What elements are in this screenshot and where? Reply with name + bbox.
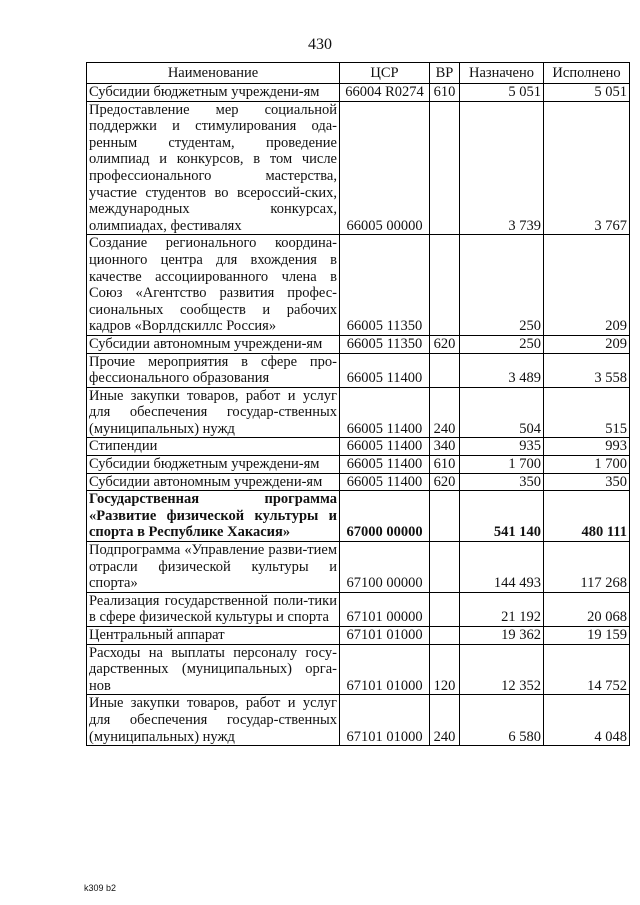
row-name-cell: Реализация государственной поли-тики в сфере физической культуры и спорта	[87, 592, 340, 626]
row-executed-cell: 209	[544, 235, 630, 336]
row-vr-cell: 610	[430, 84, 460, 102]
table-row	[87, 627, 630, 645]
table-row	[87, 353, 630, 387]
row-planned-cell: 541 140	[460, 491, 544, 542]
table-row	[87, 387, 630, 438]
row-planned-cell: 935	[460, 438, 544, 456]
row-executed-cell: 993	[544, 438, 630, 456]
row-csr-cell: 66005 11350	[340, 335, 430, 353]
row-csr-cell: 67101 01000	[340, 695, 430, 746]
row-executed-cell: 117 268	[544, 542, 630, 593]
row-vr-cell: 240	[430, 387, 460, 438]
row-vr-cell	[430, 542, 460, 593]
row-executed-cell: 480 111	[544, 491, 630, 542]
row-vr-cell: 120	[430, 644, 460, 695]
row-name-cell: Субсидии автономным учреждени-ям	[87, 335, 340, 353]
row-csr-cell: 66004 R0274	[340, 84, 430, 102]
row-executed-cell: 5 051	[544, 84, 630, 102]
row-planned-cell: 1 700	[460, 456, 544, 474]
row-csr-cell: 66005 11400	[340, 353, 430, 387]
row-csr-cell: 67101 00000	[340, 592, 430, 626]
row-csr-cell: 67101 01000	[340, 627, 430, 645]
row-csr-cell: 67100 00000	[340, 542, 430, 593]
row-planned-cell: 21 192	[460, 592, 544, 626]
row-executed-cell: 350	[544, 473, 630, 491]
row-name-cell: Государственная программа «Развитие физической культуры и спорта в Республике Хакасия»	[87, 491, 340, 542]
row-name-cell: Иные закупки товаров, работ и услуг для обеспечения государ-ственных (муниципальных) нужд	[87, 695, 340, 746]
row-csr-cell: 66005 11350	[340, 235, 430, 336]
row-planned-cell: 144 493	[460, 542, 544, 593]
row-vr-cell	[430, 491, 460, 542]
row-planned-cell: 504	[460, 387, 544, 438]
row-planned-cell: 250	[460, 335, 544, 353]
table-row	[87, 592, 630, 626]
table-row	[87, 695, 630, 746]
row-csr-cell: 66005 11400	[340, 456, 430, 474]
row-vr-cell: 620	[430, 335, 460, 353]
row-planned-cell: 3 739	[460, 101, 544, 235]
row-vr-cell	[430, 627, 460, 645]
table-header-row	[87, 63, 630, 84]
row-executed-cell: 3 558	[544, 353, 630, 387]
table-row	[87, 491, 630, 542]
row-csr-cell: 66005 00000	[340, 101, 430, 235]
row-planned-cell: 12 352	[460, 644, 544, 695]
page-number: 430	[308, 36, 332, 53]
table-row	[87, 101, 630, 235]
row-planned-cell: 250	[460, 235, 544, 336]
row-executed-cell: 1 700	[544, 456, 630, 474]
header-name: Наименование	[87, 63, 340, 84]
table-row	[87, 84, 630, 102]
table-row	[87, 542, 630, 593]
row-name-cell: Создание регионального координа-ционного центра для вхождения в качестве ассоциированного члена в Союз «Агентство развития профес-сиональных сообществ и рабочих кадров «Ворлдскиллс Россия»	[87, 235, 340, 336]
table-row	[87, 473, 630, 491]
row-executed-cell: 3 767	[544, 101, 630, 235]
row-executed-cell: 4 048	[544, 695, 630, 746]
row-csr-cell: 66005 11400	[340, 387, 430, 438]
row-csr-cell: 67000 00000	[340, 491, 430, 542]
table-body	[87, 84, 630, 746]
row-name-cell: Центральный аппарат	[87, 627, 340, 645]
header-vr: ВР	[430, 63, 460, 84]
row-executed-cell: 209	[544, 335, 630, 353]
row-name-cell: Стипендии	[87, 438, 340, 456]
row-name-cell: Подпрограмма «Управление разви-тием отрасли физической культуры и спорта»	[87, 542, 340, 593]
row-name-cell: Субсидии автономным учреждени-ям	[87, 473, 340, 491]
row-csr-cell: 67101 01000	[340, 644, 430, 695]
row-executed-cell: 20 068	[544, 592, 630, 626]
row-planned-cell: 5 051	[460, 84, 544, 102]
table-row	[87, 456, 630, 474]
row-planned-cell: 6 580	[460, 695, 544, 746]
row-executed-cell: 14 752	[544, 644, 630, 695]
row-csr-cell: 66005 11400	[340, 438, 430, 456]
row-vr-cell	[430, 101, 460, 235]
row-name-cell: Субсидии бюджетным учреждени-ям	[87, 456, 340, 474]
row-planned-cell: 350	[460, 473, 544, 491]
row-csr-cell: 66005 11400	[340, 473, 430, 491]
row-vr-cell: 240	[430, 695, 460, 746]
row-name-cell: Расходы на выплаты персоналу госу-дарственных (муниципальных) орга-нов	[87, 644, 340, 695]
row-name-cell: Прочие мероприятия в сфере про-фессионального образования	[87, 353, 340, 387]
row-vr-cell	[430, 353, 460, 387]
row-executed-cell: 515	[544, 387, 630, 438]
header-executed: Исполнено	[544, 63, 630, 84]
row-name-cell: Субсидии бюджетным учреждени-ям	[87, 84, 340, 102]
row-vr-cell: 620	[430, 473, 460, 491]
row-name-cell: Предоставление мер социальной поддержки и стимулирования ода-ренным студентам, проведение олимпиад и конкурсов, в том числе профессионального мастерства, участие студентов во всероссий-ских, международных конкурсах, олимпиадах, фестивалях	[87, 101, 340, 235]
row-vr-cell	[430, 592, 460, 626]
row-vr-cell: 610	[430, 456, 460, 474]
row-vr-cell	[430, 235, 460, 336]
row-planned-cell: 3 489	[460, 353, 544, 387]
footer-code: k309 b2	[84, 883, 117, 893]
table-row	[87, 644, 630, 695]
header-csr: ЦСР	[340, 63, 430, 84]
budget-table	[86, 62, 630, 746]
row-name-cell: Иные закупки товаров, работ и услуг для обеспечения государ-ственных (муниципальных) нужд	[87, 387, 340, 438]
table-row	[87, 438, 630, 456]
header-planned: Назначено	[460, 63, 544, 84]
row-planned-cell: 19 362	[460, 627, 544, 645]
table-row	[87, 335, 630, 353]
row-vr-cell: 340	[430, 438, 460, 456]
table-row	[87, 235, 630, 336]
row-executed-cell: 19 159	[544, 627, 630, 645]
